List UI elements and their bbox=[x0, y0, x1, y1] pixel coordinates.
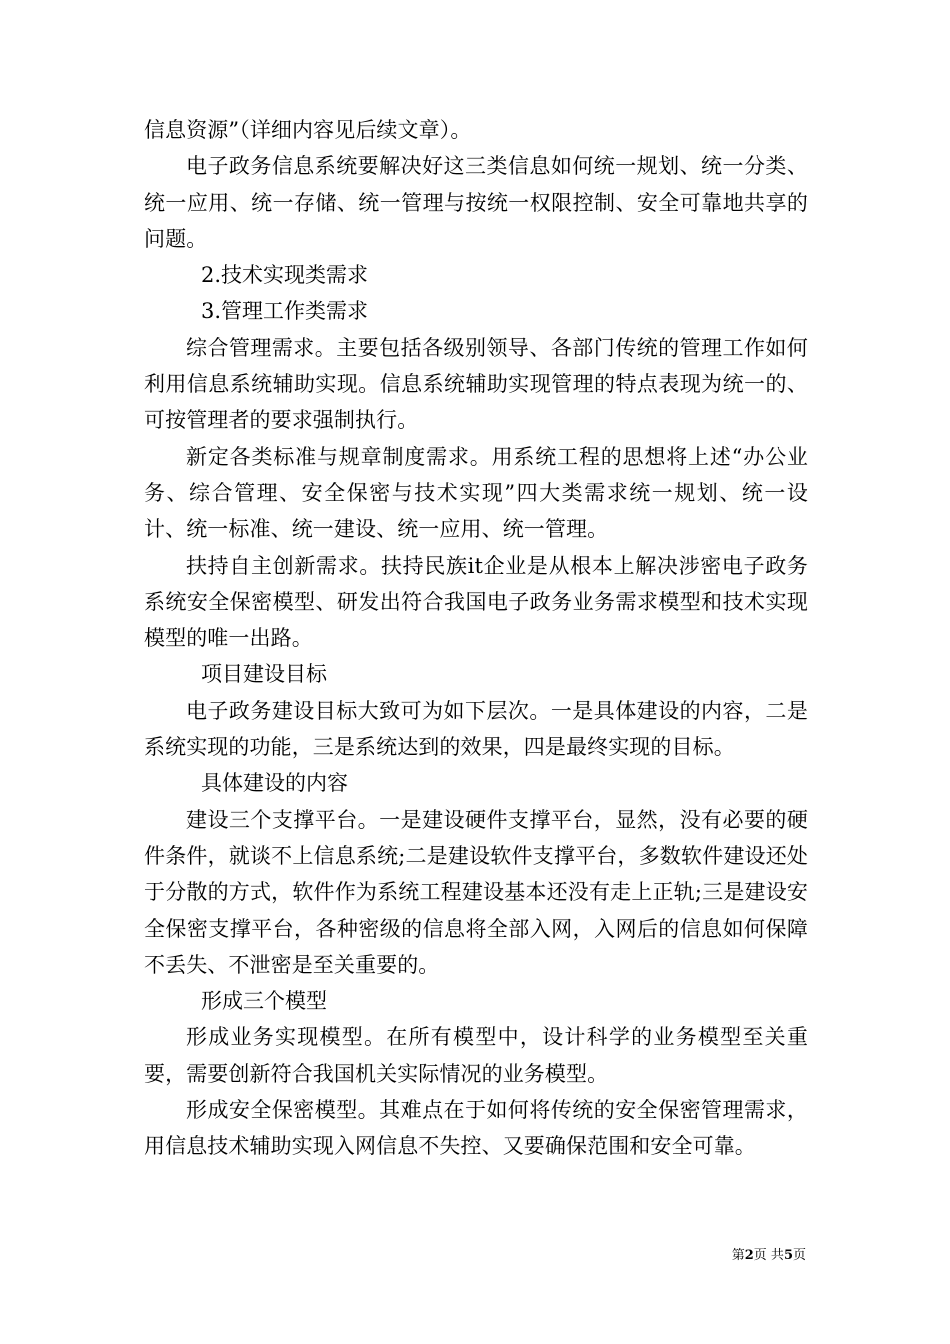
paragraph: 综合管理需求。主要包括各级别领导、各部门传统的管理工作如何利用信息系统辅助实现。信息系统辅助实现管理的特点表现为统一的、可按管理者的要求强制执行。 bbox=[144, 335, 808, 433]
section-heading: 项目建设目标 bbox=[201, 662, 327, 687]
paragraph: 扶持自主创新需求。扶持民族it企业是从根本上解决涉密电子政务系统安全保密模型、研发出符合我国电子政务业务需求模型和技术实现模型的唯一出路。 bbox=[144, 553, 808, 651]
footer-middle: 页 共 bbox=[753, 1248, 784, 1263]
section-heading: 具体建设的内容 bbox=[201, 771, 348, 796]
paragraph: 电子政务建设目标大致可为如下层次。一是具体建设的内容，二是系统实现的功能，三是系统达到的效果，四是最终实现的目标。 bbox=[144, 698, 808, 760]
paragraph: 建设三个支撑平台。一是建设硬件支撑平台，显然，没有必要的硬件条件，就谈不上信息系统;二是建设软件支撑平台，多数软件建设还处于分散的方式，软件作为系统工程建设基本还没有走上正轨;三是建设安全保密支撑平台，各种密级的信息将全部入网，入网后的信息如何保障不丢失、不泄密是至关重要的。 bbox=[144, 807, 808, 977]
current-page-number: 2 bbox=[744, 1248, 754, 1263]
document-body bbox=[144, 112, 808, 1165]
paragraph: 新定各类标准与规章制度需求。用系统工程的思想将上述“办公业务、综合管理、安全保密与技术实现”四大类需求统一规划、统一设计、统一标准、统一建设、统一应用、统一管理。 bbox=[144, 444, 808, 542]
paragraph: 形成业务实现模型。在所有模型中，设计科学的业务模型至关重要，需要创新符合我国机关实际情况的业务模型。 bbox=[144, 1025, 808, 1086]
section-heading: 2.技术实现类需求 bbox=[201, 263, 369, 288]
total-page-number: 5 bbox=[783, 1248, 793, 1263]
page-footer bbox=[732, 1244, 806, 1263]
footer-suffix: 页 bbox=[792, 1248, 806, 1263]
section-heading: 3.管理工作类需求 bbox=[201, 299, 369, 324]
section-heading: 形成三个模型 bbox=[201, 989, 327, 1014]
paragraph: 信息资源”（详细内容见后续文章）。 bbox=[144, 118, 472, 142]
paragraph: 形成安全保密模型。其难点在于如何将传统的安全保密管理需求，用信息技术辅助实现入网信息不失控、又要确保范围和安全可靠。 bbox=[144, 1098, 808, 1159]
footer-prefix: 第 bbox=[731, 1248, 745, 1263]
paragraph: 电子政务信息系统要解决好这三类信息如何统一规划、统一分类、统一应用、统一存储、统一管理与按统一权限控制、安全可靠地共享的问题。 bbox=[144, 154, 808, 251]
